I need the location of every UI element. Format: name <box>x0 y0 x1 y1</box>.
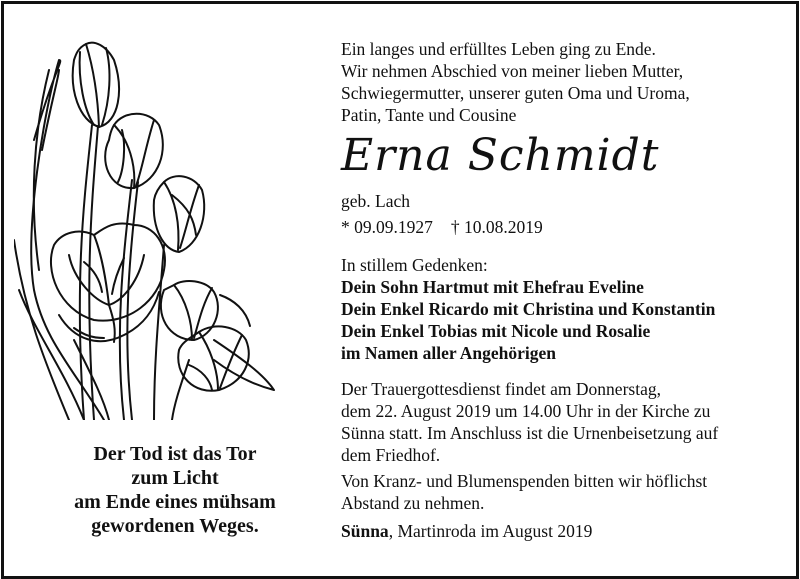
tulips-icon <box>14 30 284 420</box>
quote <box>40 442 310 538</box>
quote-line: gewordenen Weges. <box>91 515 259 537</box>
memory-label: In stillem Gedenken: <box>341 255 488 275</box>
service-line: Der Trauergottesdienst findet am Donnerstag, <box>341 379 661 399</box>
flowers-note <box>341 470 781 514</box>
service-line: Sünna statt. Im Anschluss ist die Urnenbeisetzung auf <box>341 423 719 443</box>
place-date <box>341 520 781 542</box>
service-line: dem 22. August 2019 um 14.00 Uhr in der Kirche zu <box>341 401 711 421</box>
mourner-line: Dein Enkel Tobias mit Nicole und Rosalie <box>341 321 651 341</box>
quote-line: Der Tod ist das Tor <box>93 443 257 465</box>
birth-date: * 09.09.1927 <box>341 217 433 237</box>
flowers-line: Von Kranz- und Blumenspenden bitten wir höflichst <box>341 471 708 491</box>
mourner-line: im Namen aller Angehörigen <box>341 343 557 363</box>
place-name: Sünna <box>341 521 389 541</box>
flowers-line: Abstand zu nehmen. <box>341 493 485 513</box>
mourner-line: Dein Sohn Hartmut mit Ehefrau Eveline <box>341 277 644 297</box>
intro-line: Ein langes und erfülltes Leben ging zu Ende. <box>341 39 656 59</box>
intro-line: Wir nehmen Abschied von meiner lieben Mutter, <box>341 61 684 81</box>
birth-name: geb. Lach <box>341 191 410 211</box>
death-date: † 10.08.2019 <box>450 217 543 237</box>
intro-line: Schwiegermutter, unserer guten Oma und Uroma, <box>341 83 690 103</box>
service-line: dem Friedhof. <box>341 445 441 465</box>
intro-line: Patin, Tante und Cousine <box>341 105 517 125</box>
quote-line: zum Licht <box>131 467 219 489</box>
service-info <box>341 378 781 466</box>
quote-line: am Ende eines mühsam <box>74 491 276 513</box>
place-rest: , Martinroda im August 2019 <box>388 521 593 541</box>
deceased-name: Erna Schmidt <box>341 130 660 181</box>
notice-text <box>341 38 781 542</box>
life-dates <box>341 216 781 238</box>
mourner-line: Dein Enkel Ricardo mit Christina und Konstantin <box>341 299 716 319</box>
